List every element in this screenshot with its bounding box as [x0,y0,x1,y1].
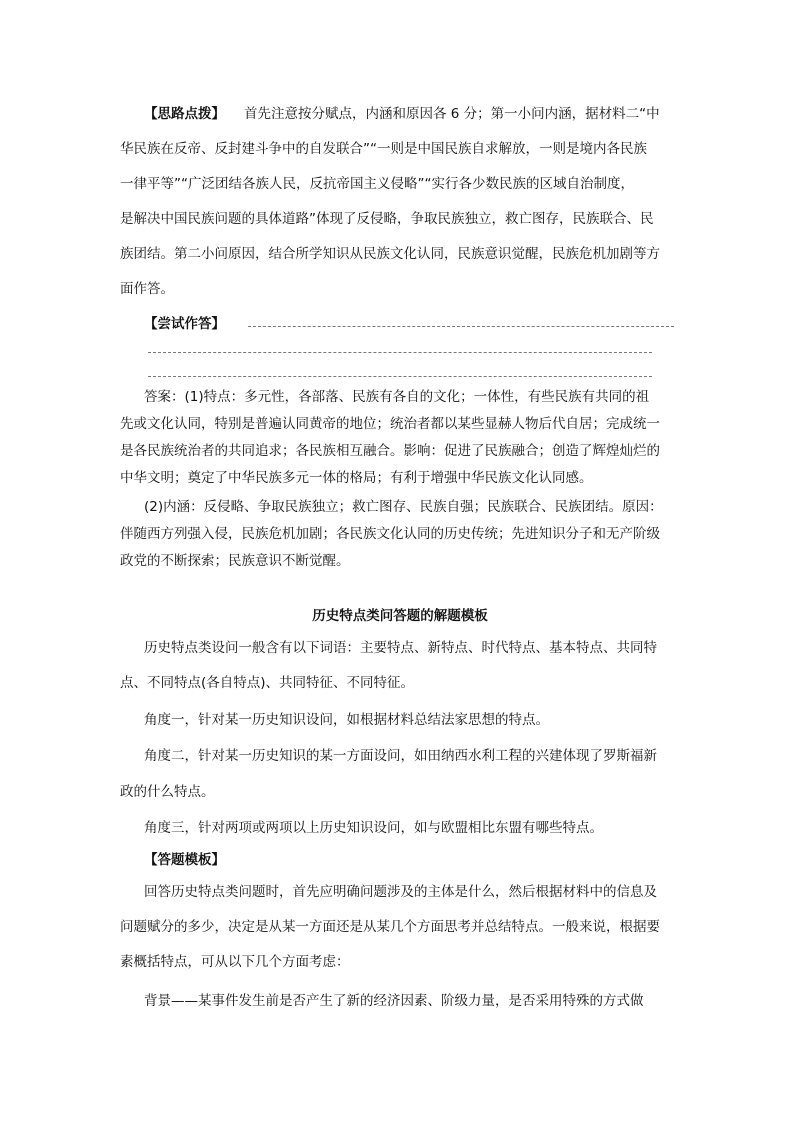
angle-two-line: 政的什么特点。 [120,784,215,800]
angle-two-line: 角度二，针对某一历史知识的某一方面设问，如田纳西水利工程的兴建体现了罗斯福新 [144,748,657,764]
answer-blank-line[interactable] [148,376,652,377]
try-answer-label: 【尝试作答】 [144,316,225,332]
template-line: 素概括特点，可从以下几个方面考虑： [120,954,350,970]
angle-three: 角度三，针对两项或两项以上历史知识设问，如与欧盟相比东盟有哪些特点。 [144,820,603,836]
answer-line: (2)内涵：反侵略、争取民族独立；救亡图存、民族自强；民族联合、民族团结。原因： [144,499,663,515]
answer-line: 先或文化认同，特别是普遍认同黄帝的地位；统治者都以某些显赫人物后代自居；完成统一 [120,416,660,432]
hint-line: 华民族在反帝、反封建斗争中的自发联合”“一则是中国民族自求解放，一则是境内各民族 [120,141,647,157]
hint-line: 面作答。 [120,281,174,297]
template-line: 问题赋分的多少，决定是从某一方面还是从某几个方面思考并总结特点。一般来说，根据要 [120,919,660,935]
hint-line: 是解决中国民族问题的具体道路”体现了反侵略，争取民族独立，救亡图存，民族联合、民 [120,211,654,227]
answer-line: 政党的不断探索；民族意识不断觉醒。 [120,553,350,569]
template-label: 【答题模板】 [144,852,225,868]
answer-line: 答案：(1)特点：多元性，各部落、民族有各自的文化；一体性，有些民族有共同的祖 [144,389,650,405]
angle-one: 角度一，针对某一历史知识设问，如根据材料总结法家思想的特点。 [144,712,549,728]
hint-line: 首先注意按分赋点，内涵和原因各 6 分；第一小问内涵，据材料二“中 [244,106,660,122]
intro-line: 历史特点类设问一般含有以下词语：主要特点、新特点、时代特点、基本特点、共同特 [144,640,657,656]
answer-line: 是各民族统治者的共同追求；各民族相互融合。影响：促进了民族融合；创造了辉煌灿烂的 [120,443,660,459]
intro-line: 点、不同特点(各自特点)、共同特征、不同特征。 [120,675,415,691]
template-line: 回答历史特点类问题时，首先应明确问题涉及的主体是什么，然后根据材料中的信息及 [144,884,657,900]
background-line: 背景——某事件发生前是否产生了新的经济因素、阶级力量，是否采用特殊的方式做 [144,993,644,1009]
hint-label: 【思路点拨】 [144,106,225,122]
answer-line: 中华文明；奠定了中华民族多元一体的格局；有利于增强中华民族文化认同感。 [120,470,593,486]
hint-line: 族团结。第二小问原因，结合所学知识从民族文化认同，民族意识觉醒，民族危机加剧等方 [120,246,660,262]
answer-blank-line[interactable] [148,352,652,353]
answer-blank-line[interactable] [248,326,674,327]
section-title: 历史特点类问答题的解题模板 [312,608,488,624]
hint-line: 一律平等”“广泛团结各族人民，反抗帝国主义侵略”“实行各少数民族的区域自治制度， [120,176,634,192]
answer-line: 伴随西方列强入侵，民族危机加剧；各民族文化认同的历史传统；先进知识分子和无产阶级 [120,526,660,542]
